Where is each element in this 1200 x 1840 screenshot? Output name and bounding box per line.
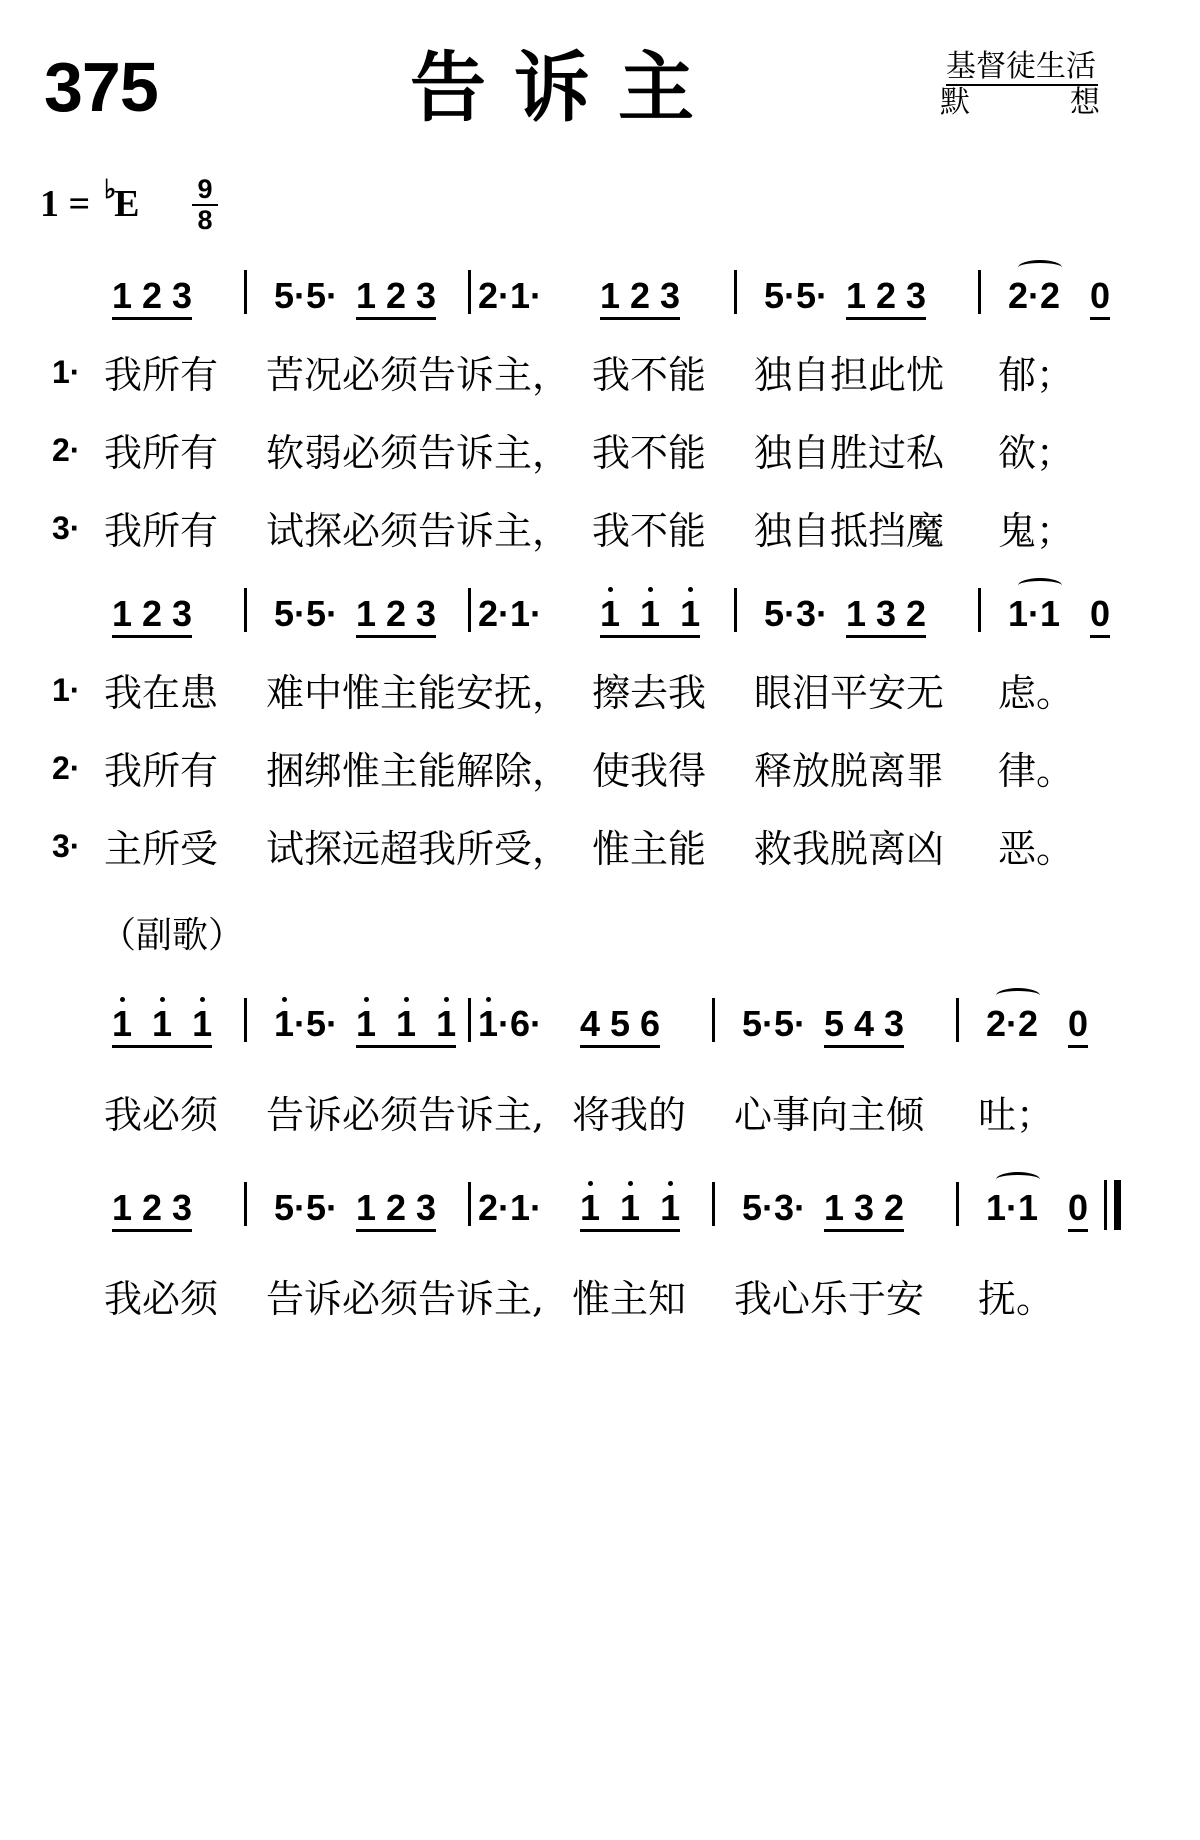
- subcategory-char: 想: [1070, 85, 1100, 120]
- lyric-segment: 软弱必须告诉主，: [266, 431, 571, 475]
- lyric-segment: 我所有: [104, 353, 219, 397]
- tie-icon: [996, 1172, 1040, 1187]
- note-group: 1·1: [986, 1187, 1039, 1228]
- hymn-subcategory: [940, 85, 1100, 120]
- lyric-segment: 惟主能: [592, 827, 707, 871]
- verse-number: 2·: [52, 432, 81, 468]
- lyric-segment: 主所受: [104, 827, 219, 871]
- high-note: 1: [112, 1003, 133, 1044]
- lyric-segment: 鬼；: [998, 509, 1075, 553]
- note-group: 5·3·: [764, 593, 829, 634]
- note-group: 2·2: [986, 1003, 1039, 1044]
- high-note: 1: [436, 1003, 457, 1044]
- final-barline-thick: [1114, 1180, 1121, 1230]
- note-group: 1 2 3: [112, 278, 192, 320]
- note-group: 2·1·: [478, 593, 543, 634]
- barline: [244, 1182, 247, 1226]
- barline: [978, 588, 981, 632]
- barline: [712, 998, 715, 1042]
- lyric-segment: 我所有: [104, 749, 219, 793]
- note-text: ·5·: [294, 1003, 339, 1044]
- barline: [244, 588, 247, 632]
- note-group: 1 3 2: [824, 1190, 904, 1232]
- note-group: 5·5·: [274, 1187, 339, 1228]
- lyric-segment: 难中惟主能安抚，: [266, 671, 571, 715]
- final-barline-thin: [1104, 1180, 1107, 1230]
- note-group: 1·1: [1008, 593, 1061, 634]
- lyric-segment: 吐；: [978, 1093, 1055, 1137]
- high-note: 1: [600, 593, 621, 634]
- time-signature: [192, 176, 218, 234]
- note-group: 1 2 3: [846, 278, 926, 320]
- high-note: 1: [356, 1003, 377, 1044]
- note-group: 5·5·: [274, 593, 339, 634]
- lyric-segment: 眼泪平安无: [754, 671, 945, 715]
- high-note: 1: [660, 1187, 681, 1228]
- key-prefix: 1 =: [40, 183, 91, 225]
- note-group: 2·1·: [478, 1187, 543, 1228]
- note-group: 1 2 3: [600, 278, 680, 320]
- lyric-segment: 告诉必须告诉主,: [266, 1093, 545, 1137]
- note-group: 5·5·: [274, 275, 339, 316]
- lyric-segment: 我所有: [104, 431, 219, 475]
- barline: [956, 1182, 959, 1226]
- lyric-segment: 将我的: [572, 1093, 687, 1137]
- lyric-segment: 苦况必须告诉主，: [266, 353, 571, 397]
- lyric-segment: 告诉必须告诉主,: [266, 1277, 545, 1321]
- verse-number: 3·: [52, 510, 81, 546]
- verse-number: 1·: [52, 354, 81, 390]
- lyric-segment: 郁；: [998, 353, 1075, 397]
- hymn-number: 375: [44, 48, 158, 126]
- note-group: 5·3·: [742, 1187, 807, 1228]
- flat-icon: ♭: [104, 175, 117, 204]
- note-group: [478, 1003, 543, 1044]
- lyric-segment: 试探必须告诉主，: [266, 509, 571, 553]
- lyric-segment: 我所有: [104, 509, 219, 553]
- lyric-segment: 律。: [998, 749, 1075, 793]
- rest: 0: [1068, 1006, 1088, 1048]
- lyric-segment: 我不能: [592, 509, 707, 553]
- lyric-segment: 我不能: [592, 431, 707, 475]
- barline: [734, 270, 737, 314]
- barline: [244, 998, 247, 1042]
- high-note: 1: [152, 1003, 173, 1044]
- high-note: 1: [274, 1003, 295, 1044]
- barline: [712, 1182, 715, 1226]
- note-group: 1 3 2: [846, 596, 926, 638]
- lyric-segment: 欲；: [998, 431, 1075, 475]
- note-group: [112, 1003, 213, 1048]
- lyric-segment: 独自抵挡魔: [754, 509, 945, 553]
- verse-number: 2·: [52, 750, 81, 786]
- note-group: 1 2 3: [356, 278, 436, 320]
- note-group: 5 4 3: [824, 1006, 904, 1048]
- lyric-segment: 我不能: [592, 353, 707, 397]
- note-group: [600, 593, 701, 638]
- hymn-title: 告诉主: [410, 43, 722, 132]
- high-note: 1: [396, 1003, 417, 1044]
- lyric-segment: 我必须: [104, 1093, 219, 1137]
- lyric-segment: 独自胜过私: [754, 431, 945, 475]
- high-note: 1: [478, 1003, 499, 1044]
- lyric-segment: 我必须: [104, 1277, 219, 1321]
- lyric-segment: 心事向主倾: [734, 1093, 925, 1137]
- verse-number: 3·: [52, 828, 81, 864]
- high-note: 1: [640, 593, 661, 634]
- high-note: 1: [192, 1003, 213, 1044]
- high-note: 1: [580, 1187, 601, 1228]
- barline: [468, 588, 471, 632]
- barline: [956, 998, 959, 1042]
- high-note: 1: [680, 593, 701, 634]
- lyric-segment: 擦去我: [592, 671, 707, 715]
- barline: [468, 1182, 471, 1226]
- tie-icon: [996, 988, 1040, 1003]
- note-group: [580, 1187, 681, 1232]
- verse-number: 1·: [52, 672, 81, 708]
- key-note: E: [114, 183, 140, 225]
- note-group: 1 2 3: [112, 596, 192, 638]
- tie-icon: [1018, 578, 1062, 593]
- note-group: 4 5 6: [580, 1006, 660, 1048]
- lyric-segment: 虑。: [998, 671, 1075, 715]
- barline: [468, 998, 471, 1042]
- lyric-segment: 我在患: [104, 671, 219, 715]
- note-group: [274, 1003, 339, 1044]
- time-signature-top: 9: [197, 174, 213, 204]
- barline: [734, 588, 737, 632]
- barline: [468, 270, 471, 314]
- note-group: 5·5·: [742, 1003, 807, 1044]
- high-note: 1: [620, 1187, 641, 1228]
- chorus-label: （副歌）: [100, 915, 245, 956]
- lyric-segment: 试探远超我所受，: [266, 827, 571, 871]
- note-text: ·6·: [498, 1003, 543, 1044]
- key-signature: [40, 175, 140, 225]
- note-group: 1 2 3: [356, 596, 436, 638]
- hymn-category: 基督徒生活: [946, 49, 1096, 84]
- rest: 0: [1090, 278, 1110, 320]
- lyric-segment: 使我得: [592, 749, 707, 793]
- tie-icon: [1018, 260, 1062, 275]
- note-group: 1 2 3: [356, 1190, 436, 1232]
- note-group: 5·5·: [764, 275, 829, 316]
- note-group: 1 2 3: [112, 1190, 192, 1232]
- lyric-segment: 独自担此忧: [754, 353, 945, 397]
- barline: [244, 270, 247, 314]
- lyric-segment: 捆绑惟主能解除，: [266, 749, 571, 793]
- note-group: 2·1·: [478, 275, 543, 316]
- barline: [978, 270, 981, 314]
- subcategory-char: 默: [940, 85, 970, 120]
- rest: 0: [1090, 596, 1110, 638]
- note-group: 2·2: [1008, 275, 1061, 316]
- lyric-segment: 我心乐于安: [734, 1277, 925, 1321]
- lyric-segment: 抚。: [978, 1277, 1055, 1321]
- note-group: [356, 1003, 457, 1048]
- rest: 0: [1068, 1190, 1088, 1232]
- lyric-segment: 惟主知: [572, 1277, 687, 1321]
- lyric-segment: 恶。: [998, 827, 1075, 871]
- lyric-segment: 救我脱离凶: [754, 827, 945, 871]
- lyric-segment: 释放脱离罪: [754, 749, 945, 793]
- time-signature-bottom: 8: [197, 205, 213, 235]
